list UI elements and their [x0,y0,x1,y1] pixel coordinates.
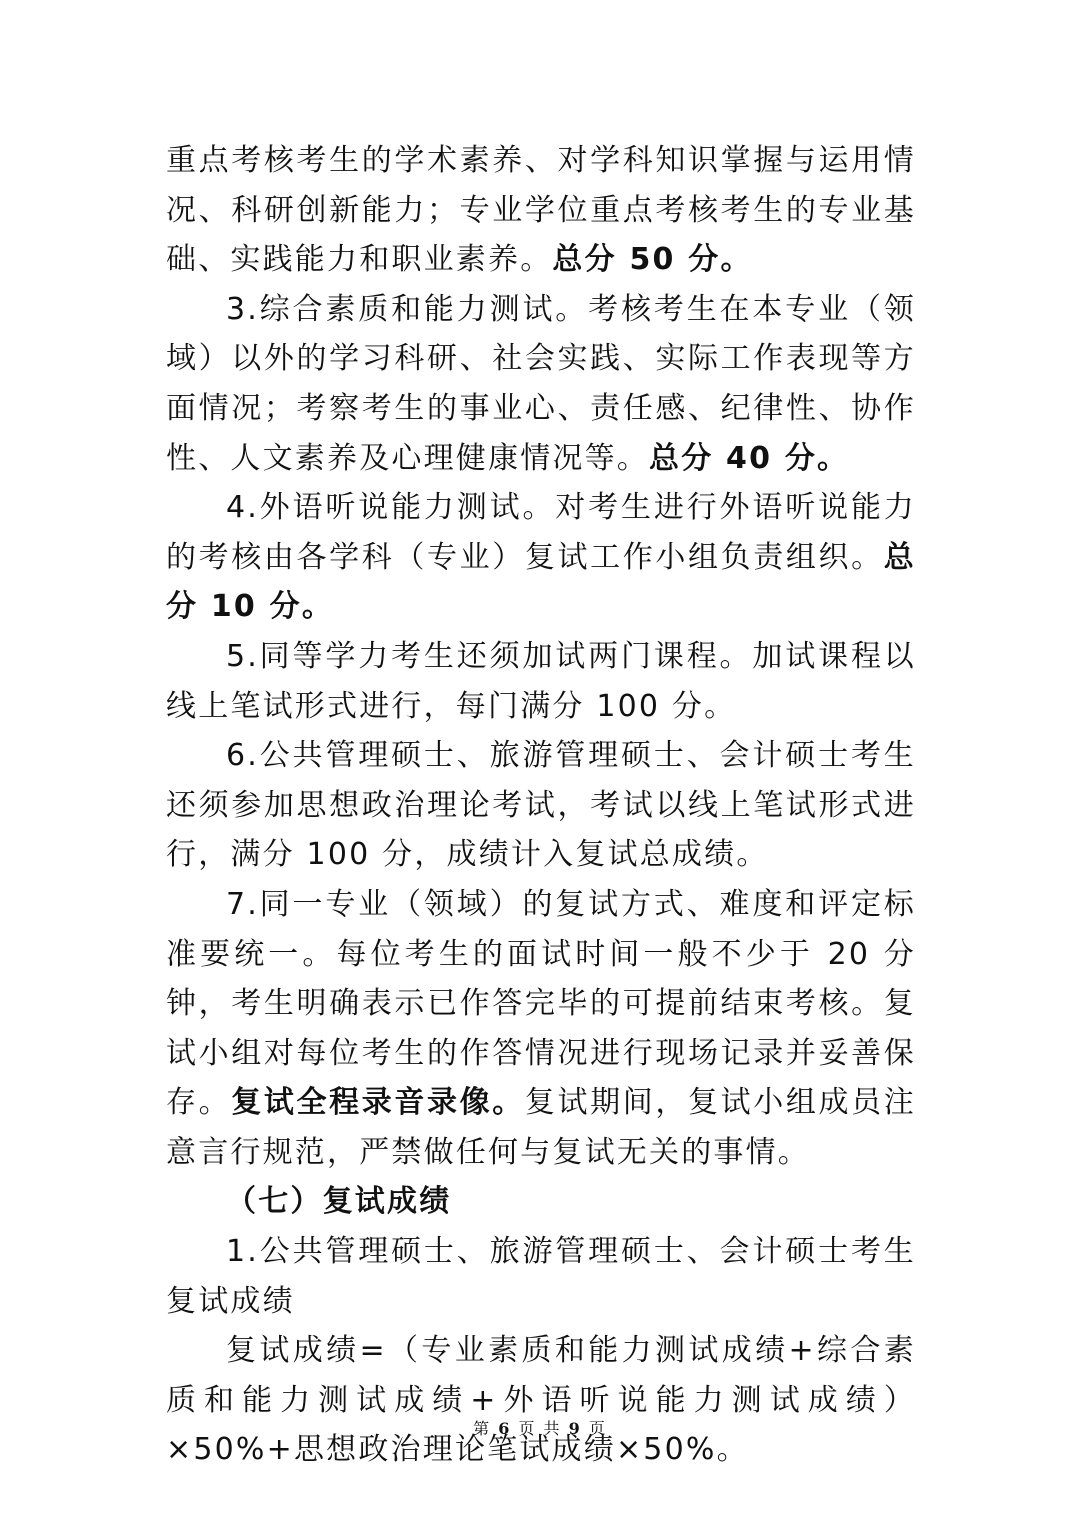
paragraph-comprehensive-test [166,285,916,483]
paragraph-text: 1.公共管理硕士、旅游管理硕士、会计硕士考生复试成绩 [166,1234,916,1319]
paragraph-text: 7.同一专业（领域）的复试方式、难度和评定标准要统一。每位考生的面试时间一般不少于 20 分钟，考生明确表示已作答完毕的可提前结束考核。复试小组对每位考生的作答情况进行现场记录并妥善保存。 [166,886,916,1121]
score-total: 总分 10 分。 [166,539,916,625]
current-page-number: 6 [498,1419,512,1438]
paragraph-score-category [166,1227,916,1326]
paragraph-text: 5.同等学力考生还须加试两门课程。加试课程以线上笔试形式进行，每门满分 100 分。 [166,638,916,724]
total-page-number: 9 [568,1419,582,1438]
footer-prefix: 第 [473,1419,492,1438]
paragraph-text: 3.综合素质和能力测试。考核考生在本专业（领域）以外的学习科研、社会实践、实际工作表现等方面情况；考察考生的事业心、责任感、纪律性、协作性、人文素养及心理健康情况等。 [166,291,916,476]
paragraph-text: 重点考核考生的学术素养、对学科知识掌握与运用情况、科研创新能力；专业学位重点考核考生的专业基础、实践能力和职业素养。 [166,143,916,278]
paragraph-score-formula [166,1326,916,1475]
paragraph-language-test [166,483,916,632]
paragraph-text: 复试成绩=（专业素质和能力测试成绩+综合素质和能力测试成绩+外语听说能力测试成绩）×50%+思想政治理论笔试成绩×50%。 [166,1333,916,1468]
paragraph-text: 复试期间，复试小组成员注意言行规范，严禁做任何与复试无关的事情。 [166,1085,916,1170]
paragraph-equivalent-education [166,632,916,731]
footer-middle: 页 共 [518,1419,562,1438]
section-heading: （七）复试成绩 [226,1184,452,1220]
paragraph-text: 4.外语听说能力测试。对考生进行外语听说能力的考核由各学科（专业）复试工作小组负责组织。 [166,490,916,575]
page-body [166,136,916,1475]
page-footer [0,1416,1080,1439]
paragraph-retest-rules [166,880,916,1178]
score-total: 总分 40 分。 [649,440,850,476]
paragraph-academic-assessment [166,136,916,285]
recording-notice: 复试全程录音录像。 [231,1085,525,1121]
paragraph-text: 6.公共管理硕士、旅游管理硕士、会计硕士考生还须参加思想政治理论考试，考试以线上笔试形式进行，满分 100 分，成绩计入复试总成绩。 [166,738,916,873]
paragraph-political-exam [166,731,916,880]
score-total: 总分 50 分。 [552,242,753,278]
footer-suffix: 页 [588,1419,607,1438]
